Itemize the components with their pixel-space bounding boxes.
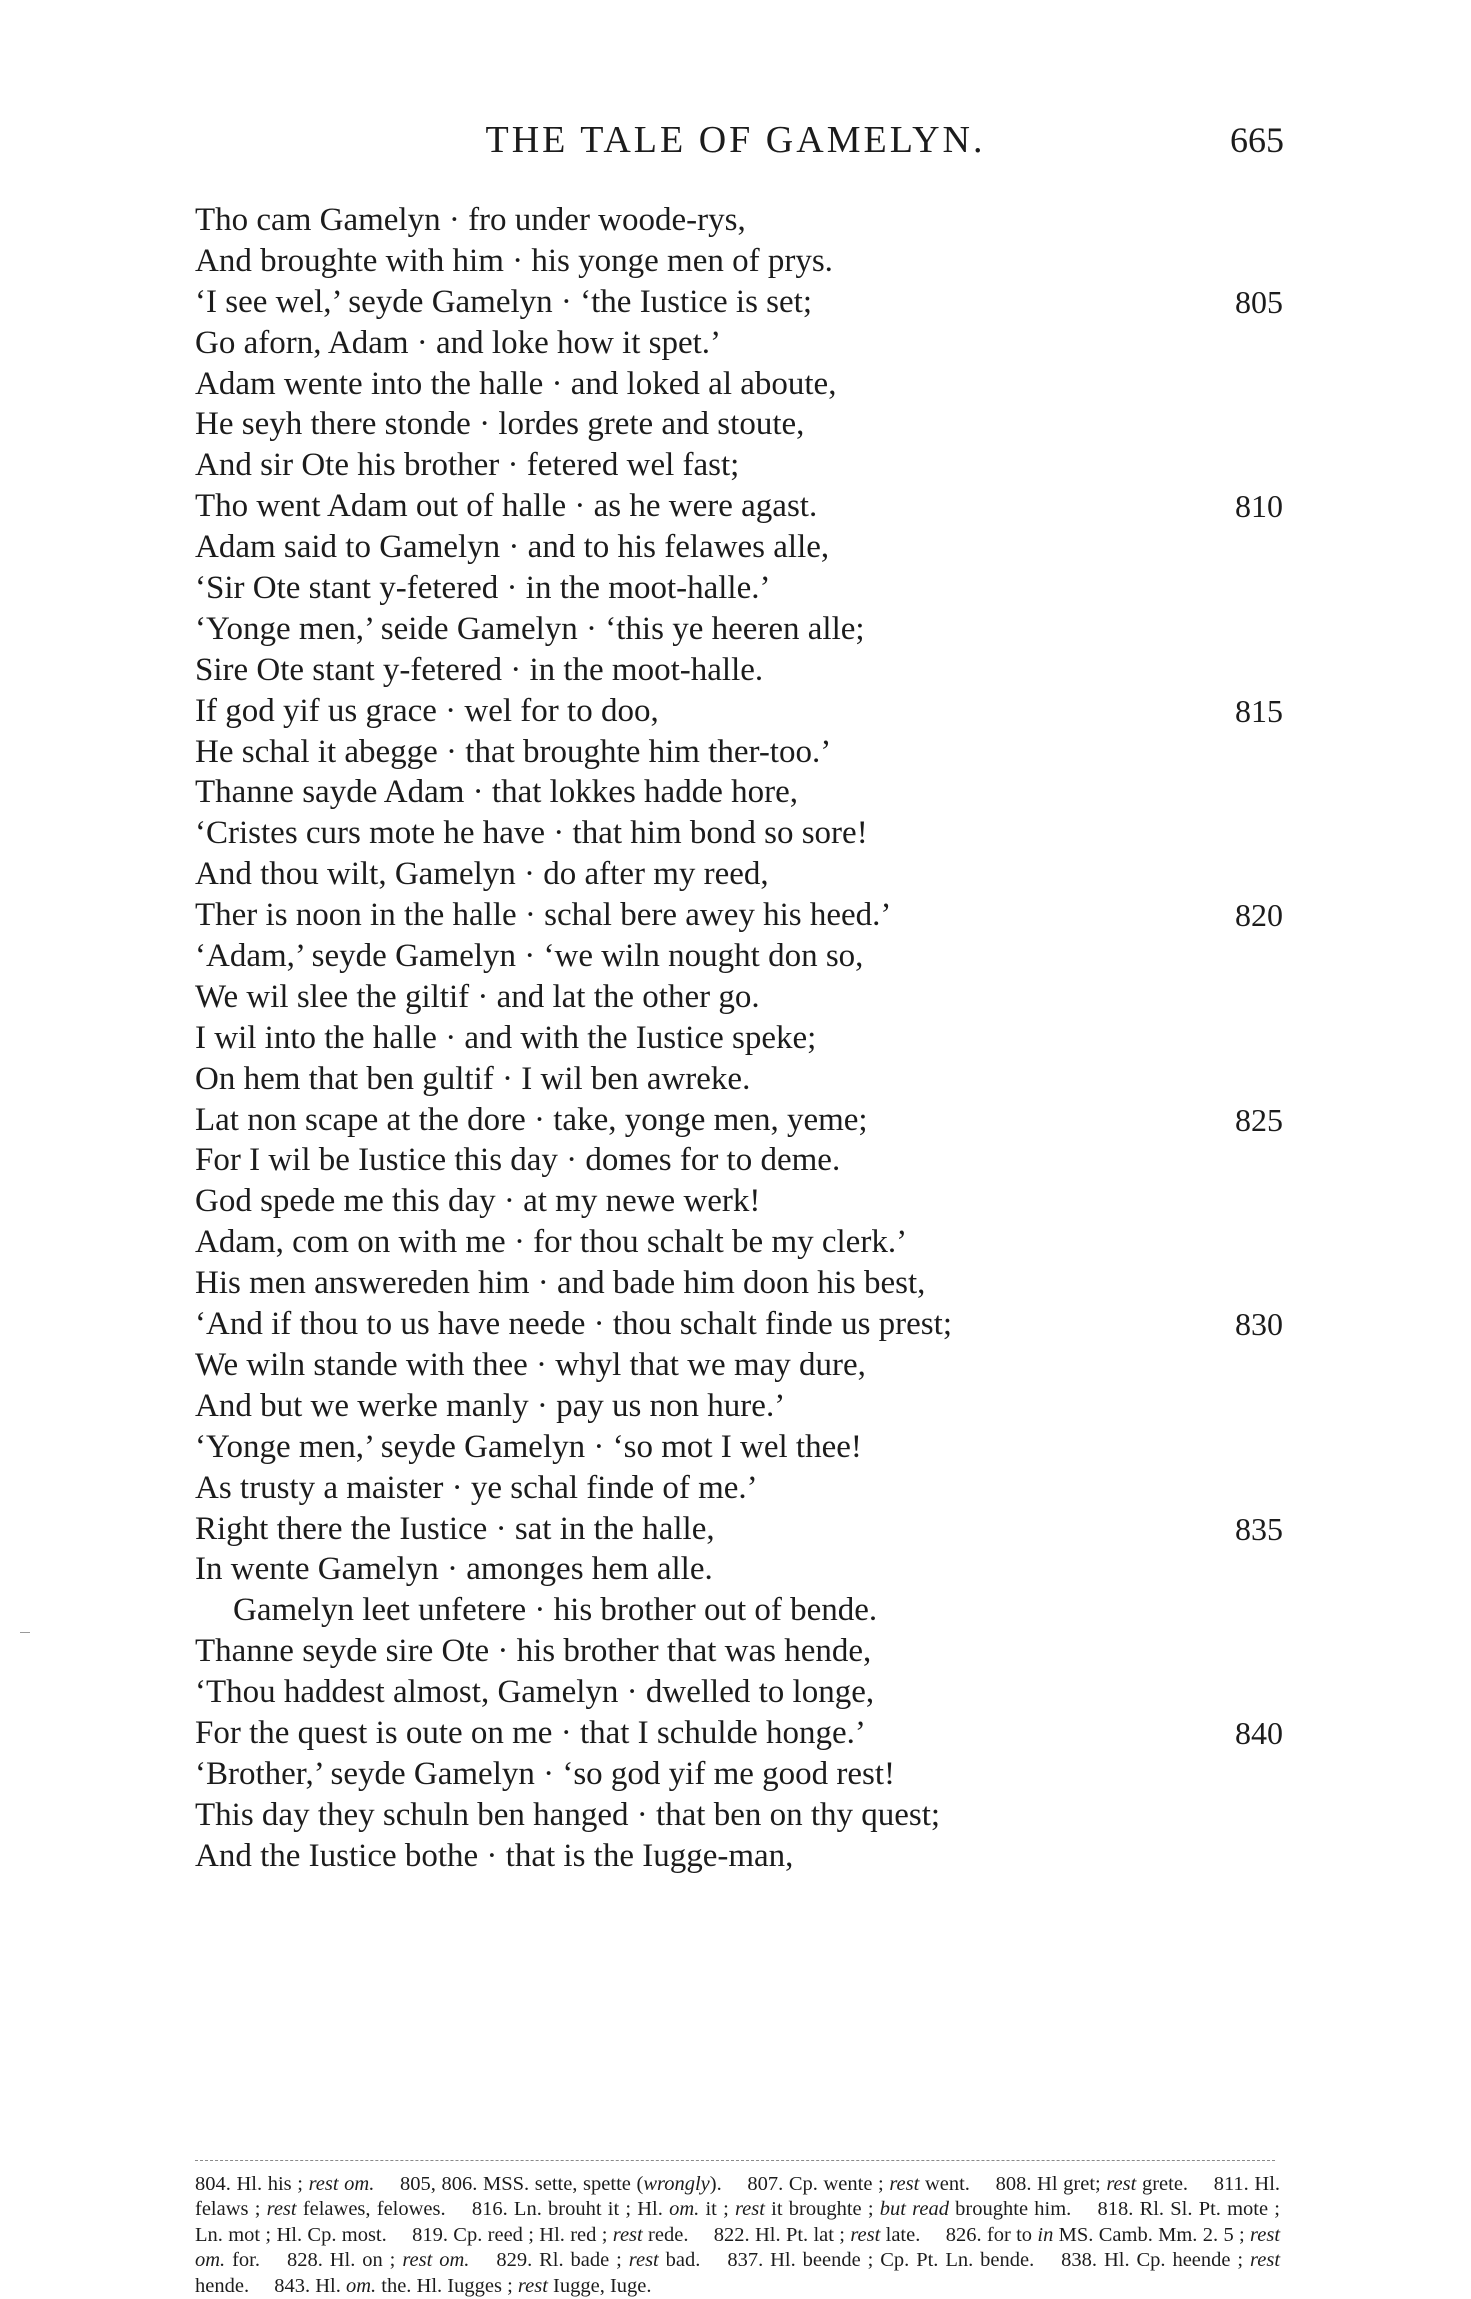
footnote-text: Hl. Pt. lat ; xyxy=(749,2223,851,2246)
verse-line xyxy=(195,813,1295,854)
verse-line xyxy=(195,1263,1295,1304)
footnote-number: 818. xyxy=(1097,2198,1134,2221)
verse-line xyxy=(195,486,1295,527)
verse-line xyxy=(195,1549,1295,1590)
footnote-italic: rest xyxy=(612,2223,643,2246)
line-number: 840 xyxy=(1235,1714,1283,1751)
verse-line xyxy=(195,1672,1295,1713)
verse-line-text: Right there the Iustice · sat in the halle, xyxy=(195,1510,715,1547)
verse-line xyxy=(195,1100,1295,1141)
verse-line-text: ‘Yonge men,’ seide Gamelyn · ‘this ye heeren alle; xyxy=(195,610,865,647)
footnote-number: 807. xyxy=(747,2173,784,2195)
verse-line xyxy=(195,854,1295,895)
verse-line-text: Tho went Adam out of halle · as he were agast. xyxy=(195,488,818,525)
line-number: 810 xyxy=(1235,488,1283,525)
line-number: 815 xyxy=(1235,692,1283,729)
footnote-italic: rest om. xyxy=(402,2249,470,2272)
footnotes xyxy=(195,2172,1280,2299)
footnote-number: 838. xyxy=(1061,2249,1098,2272)
verse-line xyxy=(195,650,1295,691)
footnote-807 xyxy=(747,2173,970,2195)
verse-line xyxy=(195,282,1295,323)
footnote-italic: rest xyxy=(1250,2249,1281,2272)
verse-line-text: And but we werke manly · pay us non hure.’ xyxy=(195,1387,786,1424)
footnote-text: Hl gret; xyxy=(1031,2173,1107,2195)
verse-line-text: We wiln stande with thee · whyl that we may dure, xyxy=(195,1346,866,1383)
verse-line xyxy=(195,691,1295,732)
footnote-italic: but read xyxy=(879,2198,949,2221)
footnote-number: 837. xyxy=(727,2249,764,2272)
footnote-number: 819. xyxy=(412,2223,448,2246)
verse-line xyxy=(195,1345,1295,1386)
footnote-828 xyxy=(287,2249,469,2271)
verse-line-text: We wil slee the giltif · and lat the other go. xyxy=(195,978,760,1015)
footnote-text: felawes, felowes. xyxy=(296,2198,446,2221)
verse-line xyxy=(195,1386,1295,1427)
verse-text xyxy=(195,200,1295,1877)
verse-line xyxy=(195,364,1295,405)
verse-line xyxy=(195,1754,1295,1795)
verse-line xyxy=(195,1468,1295,1509)
footnote-text: rede. xyxy=(642,2223,689,2246)
verse-line-text: Tho cam Gamelyn · fro under woode-rys, xyxy=(195,202,746,238)
footnote-text: late. xyxy=(880,2223,921,2246)
verse-line xyxy=(195,568,1295,609)
footnote-number: 816. xyxy=(471,2198,508,2221)
verse-line-text: For I wil be Iustice this day · domes for to deme. xyxy=(195,1142,841,1179)
footnote-number: 804. xyxy=(195,2173,231,2195)
footnote-number: 811. xyxy=(1213,2173,1249,2195)
verse-line-text: Thanne seyde sire Ote · his brother that was hende, xyxy=(195,1633,872,1670)
footnote-text: the. Hl. Iugges ; xyxy=(376,2274,518,2297)
verse-line xyxy=(195,241,1295,282)
verse-line xyxy=(195,1181,1295,1222)
footnote-text: Ln. brouht it ; Hl. xyxy=(507,2198,670,2221)
footnote-number: 829. xyxy=(496,2249,533,2272)
verse-line-text: Adam, com on with me · for thou schalt be my clerk.’ xyxy=(195,1224,908,1261)
verse-line xyxy=(195,1509,1295,1550)
verse-line-text: Adam wente into the halle · and loked al aboute, xyxy=(195,365,837,402)
verse-line xyxy=(195,200,1295,241)
verse-line xyxy=(195,445,1295,486)
footnote-text: Hl. xyxy=(310,2274,346,2297)
verse-line-text: ‘And if thou to us have neede · thou schalt finde us prest; xyxy=(195,1306,952,1343)
verse-line xyxy=(195,1713,1295,1754)
verse-line xyxy=(195,1222,1295,1263)
verse-line xyxy=(195,936,1295,977)
verse-line-text: Adam said to Gamelyn · and to his felawes alle, xyxy=(195,529,830,566)
footnote-text: it broughte ; xyxy=(764,2198,880,2221)
footnote-italic: rest om. xyxy=(195,2223,1281,2272)
verse-line-text: I wil into the halle · and with the Iustice speke; xyxy=(195,1019,817,1056)
footnote-text: for to xyxy=(981,2223,1038,2246)
verse-line-text: Go aforn, Adam · and loke how it spet.’ xyxy=(195,324,722,361)
verse-line-text: If god yif us grace · wel for to doo, xyxy=(195,692,659,729)
line-number: 825 xyxy=(1235,1101,1283,1138)
footnote-text: MSS. sette, spette ( xyxy=(477,2173,644,2195)
running-title: THE TALE OF GAMELYN. xyxy=(485,119,986,161)
verse-line-text: On hem that ben gultif · I wil ben awreke. xyxy=(195,1060,751,1097)
footnote-number: 826. xyxy=(945,2223,982,2246)
verse-line-text: In wente Gamelyn · amonges hem alle. xyxy=(195,1551,713,1588)
footnote-822 xyxy=(714,2224,921,2246)
footnote-816 xyxy=(472,2198,1071,2220)
verse-line xyxy=(195,1631,1295,1672)
footnote-italic: rest xyxy=(889,2173,920,2195)
footnote-text: Rl. Sl. Pt. mote ; Ln. mot ; Hl. Cp. most. xyxy=(195,2198,1281,2246)
footnote-number: 843. xyxy=(274,2274,311,2297)
verse-line-text: Gamelyn leet unfetere · his brother out of bende. xyxy=(233,1592,878,1629)
footnote-text: Hl. his ; xyxy=(230,2173,309,2195)
verse-line-text: Lat non scape at the dore · take, yonge men, yeme; xyxy=(195,1101,868,1138)
verse-line xyxy=(195,1304,1295,1345)
verse-line xyxy=(195,1795,1295,1836)
verse-line-text: ‘I see wel,’ seyde Gamelyn · ‘the Iustice is set; xyxy=(195,283,812,320)
verse-line-text: ‘Adam,’ seyde Gamelyn · ‘we wiln nought don so, xyxy=(195,938,864,975)
footnote-text: Cp. reed ; Hl. red ; xyxy=(447,2223,613,2246)
verse-line xyxy=(195,1018,1295,1059)
verse-line-text: And sir Ote his brother · fetered wel fast; xyxy=(195,447,740,484)
footnote-text: hende. xyxy=(195,2274,250,2297)
verse-line-text: For the quest is oute on me · that I schulde honge.’ xyxy=(195,1714,866,1751)
page-number: 665 xyxy=(1230,120,1284,160)
line-number: 820 xyxy=(1235,897,1283,934)
footnote-text: Hl. Cp. heende ; xyxy=(1097,2249,1251,2272)
footnote-text: grete. xyxy=(1136,2173,1189,2195)
verse-line-text: And thou wilt, Gamelyn · do after my reed, xyxy=(195,856,769,893)
verse-line-text: And the Iustice bothe · that is the Iugge-man, xyxy=(195,1837,794,1874)
footnote-number: 805, 806. xyxy=(399,2173,478,2195)
footnote-number: 828. xyxy=(286,2249,323,2272)
verse-line-text: He seyh there stonde · lordes grete and stoute, xyxy=(195,406,805,443)
footnote-italic: rest xyxy=(1106,2173,1137,2195)
footnote-text: for. xyxy=(225,2249,261,2272)
verse-line xyxy=(195,1427,1295,1468)
footnote-837 xyxy=(727,2249,1034,2271)
footnote-italic: rest xyxy=(734,2198,765,2221)
verse-line xyxy=(195,895,1295,936)
footnote-text: it ; xyxy=(699,2198,735,2221)
footnote-text: ). xyxy=(709,2173,722,2195)
verse-line xyxy=(195,1590,1295,1631)
footnote-italic: rest xyxy=(850,2223,881,2246)
verse-line-text: ‘Cristes curs mote he have · that him bond so sore! xyxy=(195,815,868,852)
verse-line-text: And broughte with him · his yonge men of prys. xyxy=(195,242,833,279)
verse-line-text: ‘Thou haddest almost, Gamelyn · dwelled to longe, xyxy=(195,1674,875,1711)
footnote-number: 822. xyxy=(713,2223,750,2246)
verse-line-text: Thanne sayde Adam · that lokkes hadde hore, xyxy=(195,774,798,811)
footnote-rule xyxy=(195,2160,1275,2161)
footnote-829 xyxy=(496,2249,700,2271)
verse-line xyxy=(195,1059,1295,1100)
verse-line-text: As trusty a maister · ye schal finde of me.’ xyxy=(195,1469,758,1506)
verse-line xyxy=(195,1140,1295,1181)
footnote-italic: om. xyxy=(669,2198,700,2221)
line-number: 835 xyxy=(1235,1510,1283,1547)
footnote-italic: rest om. xyxy=(308,2173,375,2195)
footnote-text: went. xyxy=(919,2173,970,2195)
footnote-number: 808. xyxy=(995,2173,1032,2195)
verse-line-text: This day they schuln ben hanged · that ben on thy quest; xyxy=(195,1796,941,1833)
footnote-italic: rest xyxy=(517,2274,548,2297)
verse-line xyxy=(195,527,1295,568)
footnote-italic: om. xyxy=(345,2274,377,2297)
footnote-italic: in xyxy=(1037,2223,1054,2246)
footnote-text: broughte him. xyxy=(948,2198,1072,2221)
footnote-805 xyxy=(400,2173,722,2195)
footnote-808 xyxy=(996,2173,1189,2195)
footnote-text: Cp. wente ; xyxy=(783,2173,890,2195)
footnote-819 xyxy=(412,2224,688,2246)
verse-line xyxy=(195,1836,1295,1877)
verse-line-text: ‘Sir Ote stant y-fetered · in the moot-halle.’ xyxy=(195,570,771,607)
footnote-text: Hl. felaws ; xyxy=(195,2173,1281,2221)
verse-line-text: ‘Yonge men,’ seyde Gamelyn · ‘so mot I wel thee! xyxy=(195,1428,862,1465)
verse-line-text: God spede me this day · at my newe werk! xyxy=(195,1183,761,1220)
verse-line xyxy=(195,404,1295,445)
footnote-text: Hl. on ; xyxy=(322,2249,403,2272)
footnote-italic: rest xyxy=(628,2249,659,2272)
line-number: 805 xyxy=(1235,283,1283,320)
verse-line xyxy=(195,732,1295,773)
verse-line-text: His men answereden him · and bade him doon his best, xyxy=(195,1265,926,1302)
verse-line-text: Sire Ote stant y-fetered · in the moot-halle. xyxy=(195,651,764,688)
footnote-italic: wrongly xyxy=(643,2173,710,2195)
verse-line xyxy=(195,977,1295,1018)
footnote-italic: rest xyxy=(266,2198,297,2221)
margin-mark xyxy=(20,1632,30,1633)
verse-line xyxy=(195,772,1295,813)
footnote-text: Rl. bade ; xyxy=(532,2249,629,2272)
footnote-text: Iugge, Iuge. xyxy=(547,2274,652,2297)
line-number: 830 xyxy=(1235,1306,1283,1343)
footnote-text: MS. Camb. Mm. 2. 5 ; xyxy=(1053,2223,1251,2246)
footnote-text: bad. xyxy=(658,2249,701,2272)
verse-line xyxy=(195,323,1295,364)
footnote-text: Hl. beende ; Cp. Pt. Ln. bende. xyxy=(763,2249,1035,2272)
verse-line xyxy=(195,609,1295,650)
verse-line-text: Ther is noon in the halle · schal bere awey his heed.’ xyxy=(195,897,892,934)
verse-line-text: He schal it abegge · that broughte him ther-too.’ xyxy=(195,733,832,770)
footnote-804 xyxy=(195,2173,374,2195)
verse-line-text: ‘Brother,’ seyde Gamelyn · ‘so god yif me good rest! xyxy=(195,1755,896,1792)
